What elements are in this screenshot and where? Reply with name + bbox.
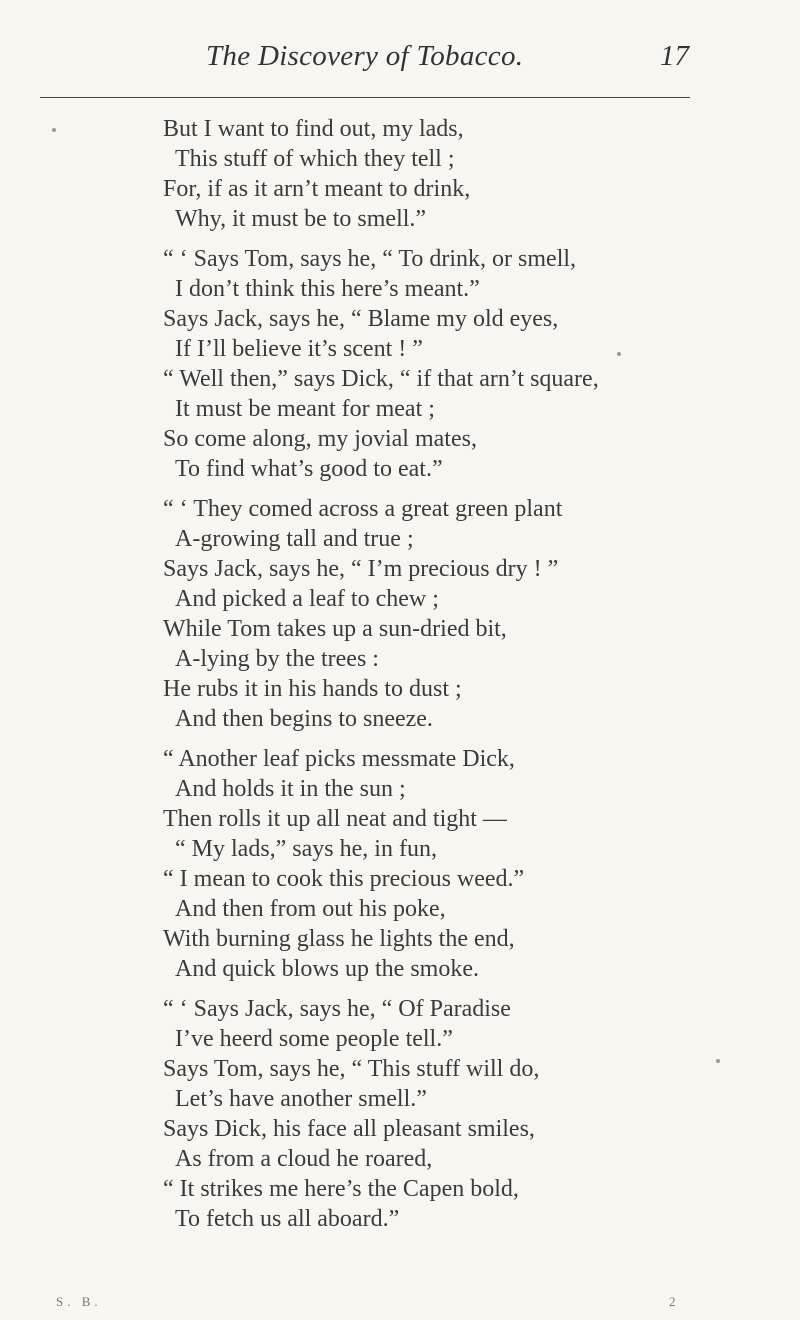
poem-line: I’ve heerd some people tell.” bbox=[175, 1026, 453, 1052]
poem-line: “ ‘ They comed across a great green plant bbox=[163, 496, 563, 522]
poem-line: And then from out his poke, bbox=[175, 896, 446, 922]
stanza bbox=[0, 744, 800, 984]
poem-line: As from a cloud he roared, bbox=[175, 1146, 433, 1172]
poem-line: Says Dick, his face all pleasant smiles, bbox=[163, 1116, 535, 1142]
stanza bbox=[0, 994, 800, 1234]
gathering-mark: 2 bbox=[669, 1294, 676, 1309]
running-title: The Discovery of Tobacco. bbox=[206, 40, 524, 72]
poem-line: For, if as it arn’t meant to drink, bbox=[163, 176, 471, 202]
poem-line: If I’ll believe it’s scent ! ” bbox=[175, 336, 423, 362]
poem-line: “ It strikes me here’s the Capen bold, bbox=[163, 1176, 519, 1202]
poem-line: “ Another leaf picks messmate Dick, bbox=[163, 746, 515, 772]
signature-mark: S. B. bbox=[56, 1294, 102, 1309]
stanza bbox=[0, 244, 800, 484]
poem-line: With burning glass he lights the end, bbox=[163, 926, 515, 952]
ink-speck bbox=[52, 128, 56, 132]
poem-line: Then rolls it up all neat and tight — bbox=[163, 806, 507, 832]
poem-line: A-lying by the trees : bbox=[175, 646, 379, 672]
poem-line: To find what’s good to eat.” bbox=[175, 456, 443, 482]
poem-line: And picked a leaf to chew ; bbox=[175, 586, 439, 612]
poem-line: And then begins to sneeze. bbox=[175, 706, 433, 732]
header-rule bbox=[40, 97, 690, 98]
poem-line: While Tom takes up a sun-dried bit, bbox=[163, 616, 507, 642]
poem-line: Says Tom, says he, “ This stuff will do, bbox=[163, 1056, 540, 1082]
poem-line: I don’t think this here’s meant.” bbox=[175, 276, 480, 302]
poem-line: And quick blows up the smoke. bbox=[175, 956, 479, 982]
poem-line: “ ‘ Says Tom, says he, “ To drink, or smell, bbox=[163, 246, 577, 272]
poem-line: Let’s have another smell.” bbox=[175, 1086, 427, 1112]
poem-line: “ Well then,” says Dick, “ if that arn’t square, bbox=[163, 366, 599, 392]
page-header bbox=[0, 40, 800, 80]
ink-speck bbox=[716, 1059, 720, 1063]
poem-line: He rubs it in his hands to dust ; bbox=[163, 676, 462, 702]
poem-line: So come along, my jovial mates, bbox=[163, 426, 477, 452]
stanza bbox=[0, 114, 800, 234]
poem-line: “ I mean to cook this precious weed.” bbox=[163, 866, 525, 892]
ink-speck bbox=[617, 352, 621, 356]
poem-line: This stuff of which they tell ; bbox=[175, 146, 455, 172]
stanza bbox=[0, 494, 800, 734]
poem-line: Why, it must be to smell.” bbox=[175, 206, 427, 232]
page-number: 17 bbox=[660, 40, 689, 72]
poem-line: But I want to find out, my lads, bbox=[163, 116, 464, 142]
poem-line: “ ‘ Says Jack, says he, “ Of Paradise bbox=[163, 996, 511, 1022]
poem-line: Says Jack, says he, “ I’m precious dry ! ” bbox=[163, 556, 559, 582]
poem-line: A-growing tall and true ; bbox=[175, 526, 414, 552]
poem-line: And holds it in the sun ; bbox=[175, 776, 406, 802]
poem-line: Says Jack, says he, “ Blame my old eyes, bbox=[163, 306, 559, 332]
poem-line: To fetch us all aboard.” bbox=[175, 1206, 400, 1232]
poem-line: It must be meant for meat ; bbox=[175, 396, 435, 422]
poem-body bbox=[0, 114, 800, 1244]
poem-line: “ My lads,” says he, in fun, bbox=[175, 836, 437, 862]
